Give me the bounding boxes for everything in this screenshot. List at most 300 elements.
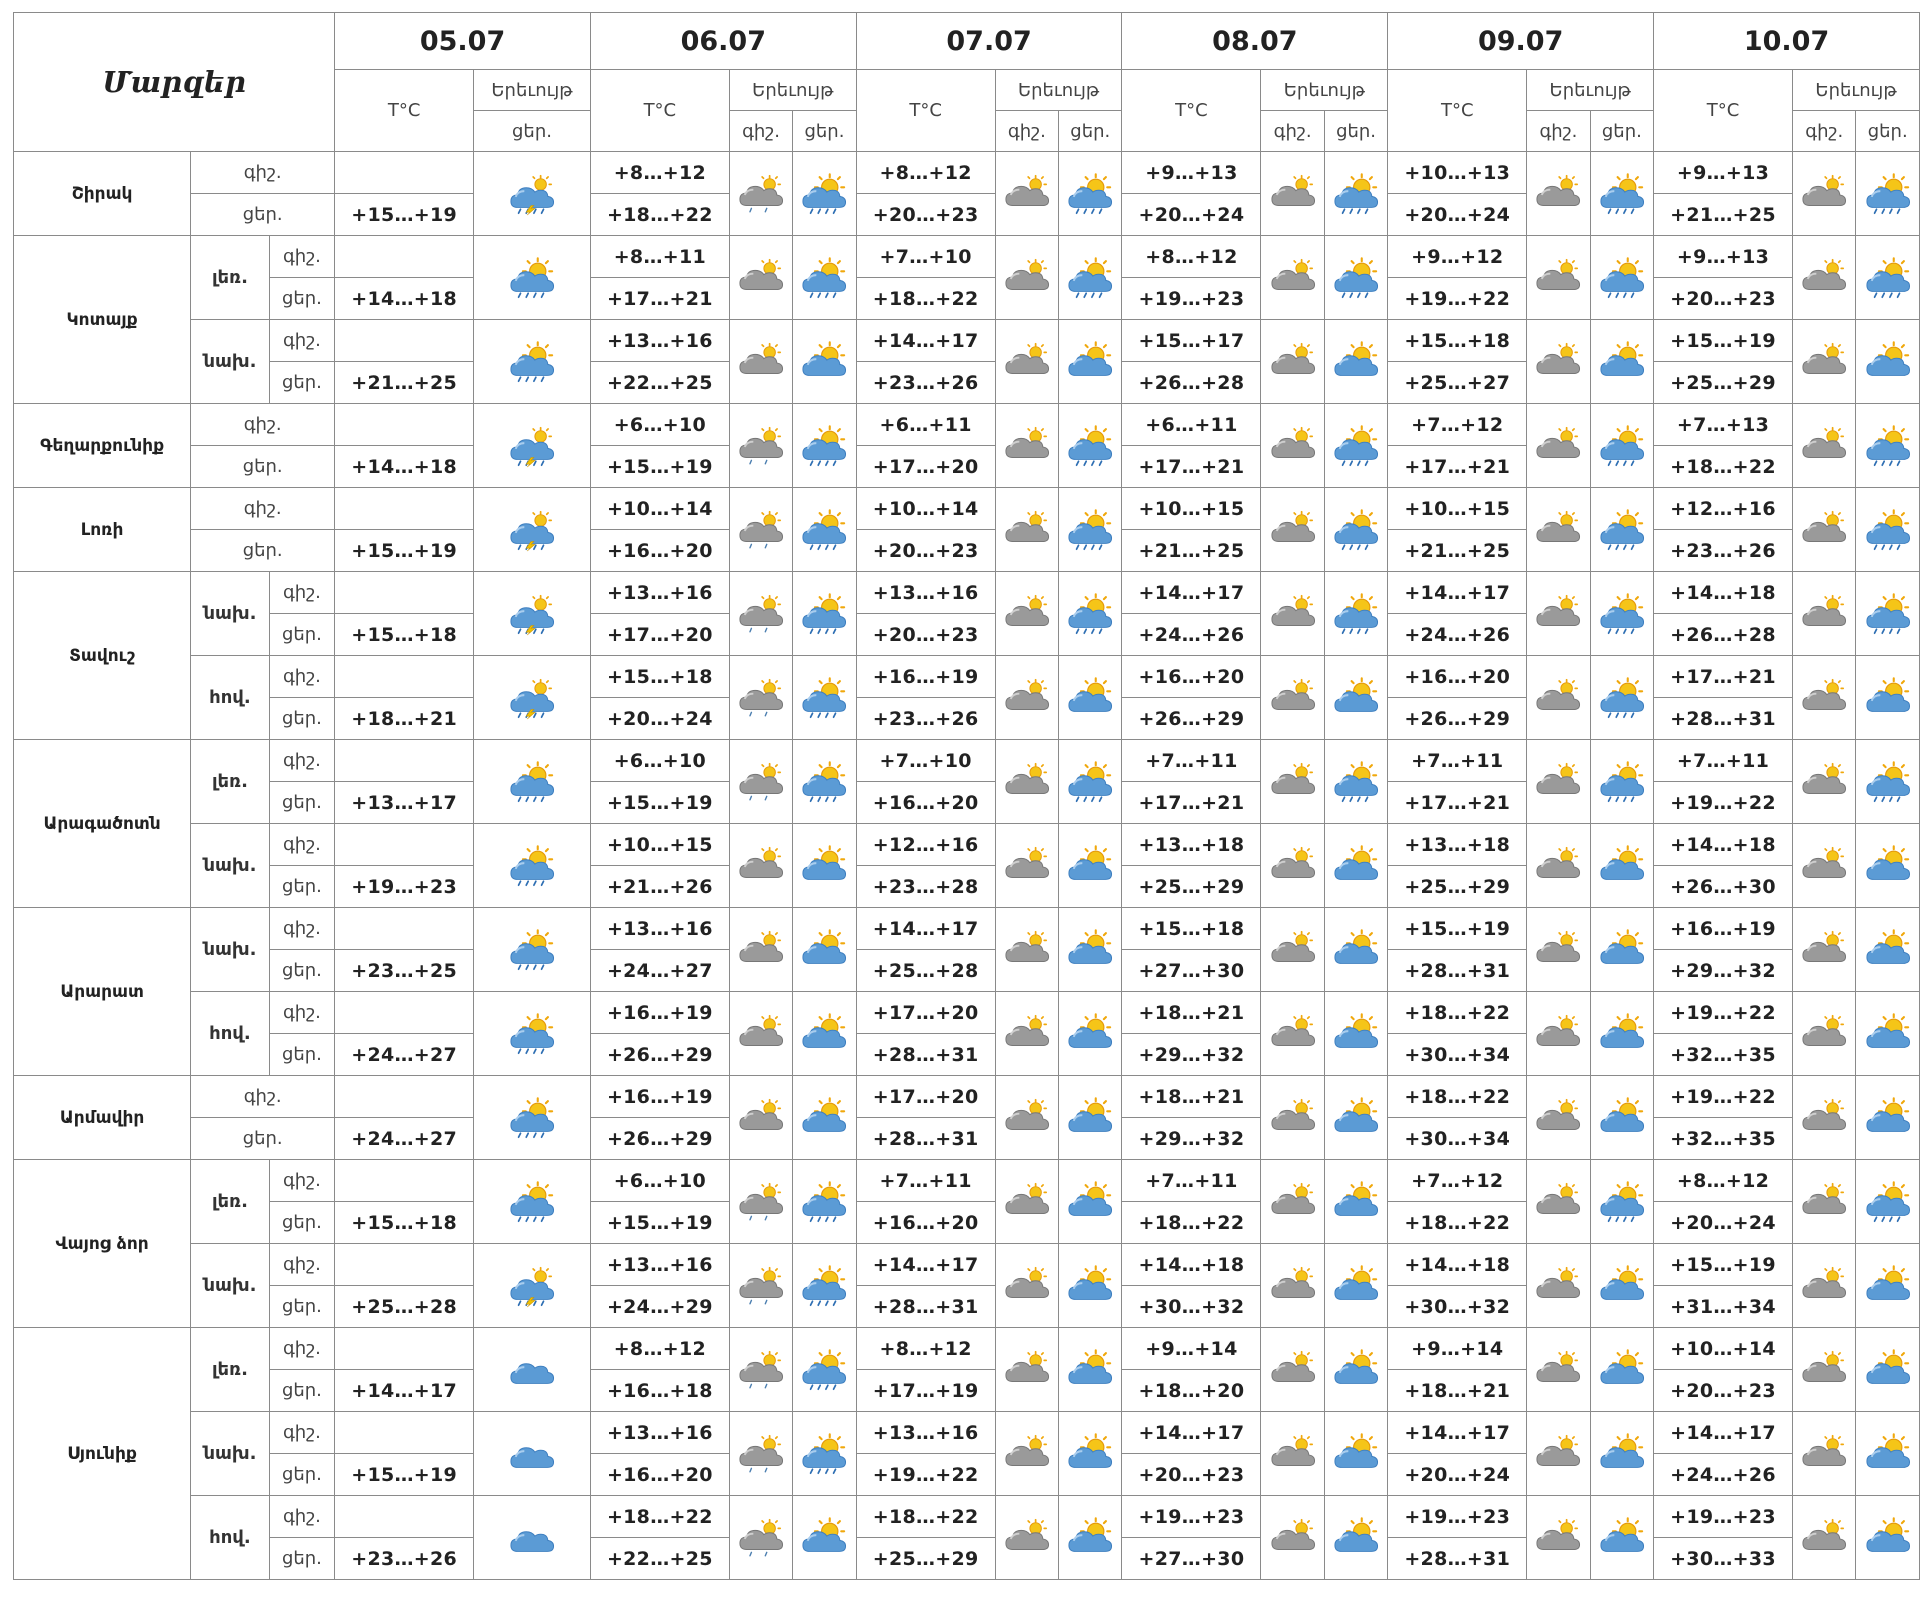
day-weather-cell xyxy=(1059,236,1122,320)
night-weather-cell xyxy=(729,1496,792,1580)
partly-cloudy-gray-icon xyxy=(1000,706,1054,725)
sun-cloud-icon xyxy=(1595,1294,1649,1313)
night-weather-cell xyxy=(1527,1412,1590,1496)
sun-cloud-icon xyxy=(797,874,851,893)
sun-cloud-icon xyxy=(1861,1546,1915,1565)
night-temp: +7…+11 xyxy=(856,1160,995,1202)
day-temp: +31…+34 xyxy=(1654,1286,1793,1328)
night-temp: +10…+13 xyxy=(1388,152,1527,194)
night-weather-cell xyxy=(1793,1244,1856,1328)
day-temp: +20…+23 xyxy=(856,194,995,236)
night-weather-cell xyxy=(1527,824,1590,908)
partly-cloudy-gray-icon xyxy=(1266,286,1320,305)
night-temp: +13…+16 xyxy=(590,1244,729,1286)
cloud-icon xyxy=(505,1462,559,1481)
night-temp xyxy=(335,1244,474,1286)
day-temp: +23…+26 xyxy=(1654,530,1793,572)
rain-sun-cloud-icon xyxy=(797,1294,851,1313)
day-weather-cell xyxy=(1856,1412,1920,1496)
night-label: գիշ. xyxy=(269,992,334,1034)
day-temp: +15…+19 xyxy=(335,1454,474,1496)
weather-icon-cell xyxy=(474,1076,591,1160)
cloud-icon xyxy=(505,1546,559,1565)
subregion-label: նախ. xyxy=(191,572,270,656)
sun-cloud-icon xyxy=(1595,1378,1649,1397)
partly-cloudy-gray-icon xyxy=(1266,1546,1320,1565)
night-weather-cell xyxy=(1261,488,1324,572)
sun-cloud-icon xyxy=(1595,1546,1649,1565)
day-weather-cell xyxy=(1590,740,1653,824)
day-temp: +21…+25 xyxy=(1388,530,1527,572)
day-temp: +17…+20 xyxy=(856,446,995,488)
night-weather-cell xyxy=(729,572,792,656)
partly-cloudy-gray-icon xyxy=(1531,1042,1585,1061)
night-weather-cell xyxy=(729,908,792,992)
night-weather-cell xyxy=(1261,824,1324,908)
sun-cloud-icon xyxy=(1329,706,1383,725)
night-weather-cell xyxy=(729,992,792,1076)
day-weather-cell xyxy=(1856,236,1920,320)
day-weather-cell xyxy=(1059,1244,1122,1328)
night-weather-cell xyxy=(729,740,792,824)
subregion-label: հով. xyxy=(191,656,270,740)
partly-cloudy-gray-icon xyxy=(1797,1126,1851,1145)
night-temp: +19…+22 xyxy=(1654,1076,1793,1118)
rain-sun-cloud-icon xyxy=(505,1126,559,1145)
night-weather-cell xyxy=(1527,572,1590,656)
night-weather-cell xyxy=(1527,1244,1590,1328)
night-weather-cell xyxy=(729,488,792,572)
region-name: Գեղարքունիք xyxy=(14,404,191,488)
night-label: գիշ. xyxy=(269,1244,334,1286)
day-weather-cell xyxy=(1856,1328,1920,1412)
night-temp: +14…+17 xyxy=(856,908,995,950)
partly-cloudy-gray-icon xyxy=(1000,202,1054,221)
sun-cloud-icon xyxy=(797,1042,851,1061)
day-temp: +30…+34 xyxy=(1388,1034,1527,1076)
day-temp: +17…+21 xyxy=(590,278,729,320)
day-temp: +30…+32 xyxy=(1388,1286,1527,1328)
day-temp: +19…+22 xyxy=(1654,782,1793,824)
night-label: գիշ. xyxy=(1527,111,1590,152)
temp-header: T°C xyxy=(335,70,474,152)
weather-icon-cell xyxy=(474,1328,591,1412)
night-temp xyxy=(335,1160,474,1202)
rain-sun-cloud-icon xyxy=(1063,202,1117,221)
night-weather-cell xyxy=(1261,656,1324,740)
day-temp: +28…+31 xyxy=(856,1118,995,1160)
night-label: գիշ. xyxy=(1261,111,1324,152)
day-weather-cell xyxy=(1590,1244,1653,1328)
night-weather-cell xyxy=(1793,992,1856,1076)
date-header: 10.07 xyxy=(1654,13,1920,70)
weather-icon-cell xyxy=(474,824,591,908)
rain-sun-cloud-icon xyxy=(1329,202,1383,221)
day-temp: +25…+28 xyxy=(856,950,995,992)
sun-cloud-icon xyxy=(1329,1294,1383,1313)
day-weather-cell xyxy=(793,656,856,740)
night-temp: +9…+12 xyxy=(1388,236,1527,278)
day-temp: +18…+22 xyxy=(590,194,729,236)
partly-cloudy-gray-icon xyxy=(1000,370,1054,389)
partly-cloudy-gray-icon xyxy=(1266,1042,1320,1061)
day-weather-cell xyxy=(1324,572,1387,656)
night-temp: +10…+14 xyxy=(1654,1328,1793,1370)
day-temp: +19…+23 xyxy=(1122,278,1261,320)
day-weather-cell xyxy=(1324,992,1387,1076)
day-temp: +23…+26 xyxy=(856,698,995,740)
weather-icon-cell xyxy=(474,488,591,572)
weather-icon-cell xyxy=(474,656,591,740)
day-weather-cell xyxy=(1059,740,1122,824)
day-temp: +16…+20 xyxy=(590,1454,729,1496)
night-weather-cell xyxy=(1527,1076,1590,1160)
rain-sun-cloud-icon xyxy=(1595,622,1649,641)
night-temp: +7…+10 xyxy=(856,740,995,782)
day-label: ցեր. xyxy=(1059,111,1122,152)
night-temp xyxy=(335,152,474,194)
partly-cloudy-gray-icon xyxy=(1797,202,1851,221)
partly-cloudy-gray-icon xyxy=(734,370,788,389)
day-temp: +24…+27 xyxy=(590,950,729,992)
thunder-sun-cloud-icon xyxy=(505,706,559,725)
day-weather-cell xyxy=(1590,572,1653,656)
temp-header: T°C xyxy=(1122,70,1261,152)
night-weather-cell xyxy=(995,488,1058,572)
table-row xyxy=(14,236,1920,278)
night-weather-cell xyxy=(1793,236,1856,320)
sun-cloud-icon xyxy=(1861,1378,1915,1397)
rain-sun-cloud-icon xyxy=(505,874,559,893)
day-weather-cell xyxy=(1324,908,1387,992)
night-weather-cell xyxy=(1793,908,1856,992)
day-temp: +16…+20 xyxy=(856,1202,995,1244)
table-row xyxy=(14,572,1920,614)
night-temp: +18…+22 xyxy=(590,1496,729,1538)
night-temp: +7…+12 xyxy=(1388,1160,1527,1202)
day-temp: +21…+25 xyxy=(1654,194,1793,236)
day-temp: +20…+23 xyxy=(1654,1370,1793,1412)
partly-cloudy-gray-icon xyxy=(1531,1294,1585,1313)
day-temp: +17…+21 xyxy=(1122,782,1261,824)
sun-cloud-icon xyxy=(1063,874,1117,893)
day-temp: +19…+23 xyxy=(335,866,474,908)
day-weather-cell xyxy=(1590,1496,1653,1580)
night-temp: +13…+16 xyxy=(856,572,995,614)
date-header: 09.07 xyxy=(1388,13,1654,70)
day-temp: +17…+21 xyxy=(1388,782,1527,824)
region-name: Տավուշ xyxy=(14,572,191,740)
night-temp: +7…+11 xyxy=(1388,740,1527,782)
night-weather-cell xyxy=(1793,1496,1856,1580)
partly-cloudy-gray-icon xyxy=(734,958,788,977)
day-temp: +16…+20 xyxy=(856,782,995,824)
day-label: ցեր. xyxy=(269,1370,334,1412)
day-label: ցեր. xyxy=(793,111,856,152)
weather-icon-cell xyxy=(474,152,591,236)
rain-sun-cloud-icon xyxy=(1329,538,1383,557)
weather-icon-cell xyxy=(474,1412,591,1496)
thunder-sun-cloud-icon xyxy=(505,454,559,473)
night-weather-cell xyxy=(1261,1244,1324,1328)
day-temp: +18…+22 xyxy=(856,278,995,320)
partly-cloudy-gray-icon xyxy=(1000,1546,1054,1565)
rain-sun-cloud-icon xyxy=(1063,454,1117,473)
subregion-label: լեռ. xyxy=(191,1328,270,1412)
thunder-sun-cloud-icon xyxy=(505,622,559,641)
night-temp: +14…+17 xyxy=(1388,572,1527,614)
sun-cloud-icon xyxy=(1329,1126,1383,1145)
cloud-icon xyxy=(505,1378,559,1397)
partly-cloudy-gray-icon xyxy=(1000,874,1054,893)
partly-cloudy-gray-icon xyxy=(734,286,788,305)
partly-cloudy-gray-icon xyxy=(1531,790,1585,809)
day-weather-cell xyxy=(1059,572,1122,656)
partly-cloudy-gray-icon xyxy=(1531,706,1585,725)
night-temp: +14…+17 xyxy=(856,320,995,362)
day-weather-cell xyxy=(1059,404,1122,488)
night-weather-cell xyxy=(1793,1076,1856,1160)
table-row xyxy=(14,1412,1920,1454)
day-temp: +26…+28 xyxy=(1654,614,1793,656)
night-temp xyxy=(335,488,474,530)
sun-cloud-icon xyxy=(1595,370,1649,389)
day-weather-cell xyxy=(793,908,856,992)
day-temp: +26…+29 xyxy=(590,1118,729,1160)
day-temp: +23…+25 xyxy=(335,950,474,992)
day-weather-cell xyxy=(1324,152,1387,236)
day-label: ցեր. xyxy=(191,446,335,488)
night-temp xyxy=(335,992,474,1034)
day-label: ցեր. xyxy=(269,782,334,824)
sun-cloud-icon xyxy=(1595,1126,1649,1145)
night-weather-cell xyxy=(1261,1160,1324,1244)
sun-cloud-icon xyxy=(1329,1462,1383,1481)
day-weather-cell xyxy=(793,152,856,236)
partly-cloudy-gray-icon xyxy=(1266,1126,1320,1145)
header-row-dates xyxy=(14,13,1920,70)
night-temp: +18…+22 xyxy=(1388,992,1527,1034)
table-row xyxy=(14,1244,1920,1286)
partly-cloudy-gray-icon xyxy=(1000,454,1054,473)
rain-sun-cloud-icon xyxy=(1595,706,1649,725)
night-temp: +14…+17 xyxy=(1122,1412,1261,1454)
night-weather-cell xyxy=(995,656,1058,740)
weather-icon-cell xyxy=(474,572,591,656)
day-temp: +23…+26 xyxy=(856,362,995,404)
rain-sun-cloud-icon xyxy=(797,790,851,809)
day-temp: +32…+35 xyxy=(1654,1034,1793,1076)
night-weather-cell xyxy=(1261,404,1324,488)
partly-cloudy-gray-icon xyxy=(1266,874,1320,893)
rain-sun-cloud-icon xyxy=(1595,1210,1649,1229)
sun-cloud-icon xyxy=(1329,874,1383,893)
day-weather-cell xyxy=(1590,656,1653,740)
rain-sun-cloud-icon xyxy=(797,1462,851,1481)
weather-icon-cell xyxy=(474,992,591,1076)
partly-cloudy-gray-icon xyxy=(1797,1294,1851,1313)
date-header: 07.07 xyxy=(856,13,1122,70)
night-temp: +14…+18 xyxy=(1654,572,1793,614)
temp-header: T°C xyxy=(856,70,995,152)
night-temp: +13…+16 xyxy=(590,1412,729,1454)
day-weather-cell xyxy=(1059,908,1122,992)
night-temp: +15…+19 xyxy=(1654,320,1793,362)
partly-cloudy-gray-icon xyxy=(1797,454,1851,473)
day-weather-cell xyxy=(793,488,856,572)
sun-cloud-icon xyxy=(1861,1294,1915,1313)
night-weather-cell xyxy=(1527,404,1590,488)
partly-cloudy-gray-icon xyxy=(1531,1546,1585,1565)
subregion-label: լեռ. xyxy=(191,740,270,824)
day-weather-cell xyxy=(1324,404,1387,488)
day-temp: +20…+23 xyxy=(856,614,995,656)
partly-cloudy-gray-icon xyxy=(1266,622,1320,641)
day-temp: +28…+31 xyxy=(856,1286,995,1328)
partly-cloudy-gray-icon xyxy=(1266,370,1320,389)
day-label: ցեր. xyxy=(474,111,591,152)
night-temp: +12…+16 xyxy=(856,824,995,866)
night-weather-cell xyxy=(729,152,792,236)
partly-cloudy-gray-icon xyxy=(1000,286,1054,305)
weather-header: Երեւույթ xyxy=(1793,70,1920,111)
partly-cloudy-gray-icon xyxy=(734,874,788,893)
day-temp: +17…+20 xyxy=(590,614,729,656)
night-temp: +15…+18 xyxy=(1388,320,1527,362)
day-weather-cell xyxy=(1324,656,1387,740)
night-weather-cell xyxy=(1261,1496,1324,1580)
night-temp: +8…+12 xyxy=(590,1328,729,1370)
forecast-body xyxy=(14,13,1920,1580)
day-label: ցեր. xyxy=(269,1202,334,1244)
day-temp: +25…+29 xyxy=(856,1538,995,1580)
day-label: ցեր. xyxy=(1590,111,1653,152)
partly-cloudy-gray-icon xyxy=(1000,538,1054,557)
sun-cloud-icon xyxy=(1063,1210,1117,1229)
weather-icon-cell xyxy=(474,1244,591,1328)
night-weather-cell xyxy=(995,824,1058,908)
day-temp: +23…+28 xyxy=(856,866,995,908)
night-weather-cell xyxy=(1527,152,1590,236)
night-temp: +12…+16 xyxy=(1654,488,1793,530)
night-temp: +13…+16 xyxy=(856,1412,995,1454)
night-temp: +16…+19 xyxy=(1654,908,1793,950)
day-weather-cell xyxy=(1059,992,1122,1076)
night-label: գիշ. xyxy=(191,488,335,530)
night-temp: +6…+10 xyxy=(590,1160,729,1202)
day-label: ցեր. xyxy=(191,194,335,236)
region-name: Արմավիր xyxy=(14,1076,191,1160)
day-temp: +25…+29 xyxy=(1388,866,1527,908)
day-temp: +27…+30 xyxy=(1122,1538,1261,1580)
partly-cloudy-gray-icon xyxy=(1797,1546,1851,1565)
table-row xyxy=(14,656,1920,698)
day-weather-cell xyxy=(1059,488,1122,572)
day-weather-cell xyxy=(1324,1244,1387,1328)
day-weather-cell xyxy=(1324,1076,1387,1160)
sun-cloud-icon xyxy=(1329,958,1383,977)
day-temp: +28…+31 xyxy=(1388,950,1527,992)
sun-cloud-icon xyxy=(1861,874,1915,893)
day-label: ցեր. xyxy=(269,698,334,740)
night-weather-cell xyxy=(729,1412,792,1496)
day-weather-cell xyxy=(1856,740,1920,824)
night-label: գիշ. xyxy=(191,152,335,194)
day-weather-cell xyxy=(1590,1160,1653,1244)
night-temp: +13…+18 xyxy=(1122,824,1261,866)
day-weather-cell xyxy=(1059,320,1122,404)
partly-cloudy-gray-icon xyxy=(1266,1294,1320,1313)
partly-cloudy-gray-icon xyxy=(1797,790,1851,809)
day-weather-cell xyxy=(1856,1076,1920,1160)
day-weather-cell xyxy=(1059,152,1122,236)
day-temp: +26…+29 xyxy=(1122,698,1261,740)
sun-cloud-icon xyxy=(1063,958,1117,977)
region-name: Արարատ xyxy=(14,908,191,1076)
night-temp: +8…+12 xyxy=(1654,1160,1793,1202)
night-label: գիշ. xyxy=(269,1496,334,1538)
night-temp: +17…+20 xyxy=(856,1076,995,1118)
day-temp: +16…+18 xyxy=(590,1370,729,1412)
day-weather-cell xyxy=(793,320,856,404)
partly-cloudy-gray-icon xyxy=(1531,1462,1585,1481)
partly-cloudy-gray-icon xyxy=(1531,286,1585,305)
day-label: ցեր. xyxy=(269,1286,334,1328)
night-weather-cell xyxy=(729,824,792,908)
day-weather-cell xyxy=(1059,1496,1122,1580)
night-temp: +15…+19 xyxy=(1388,908,1527,950)
rain-sun-cloud-icon xyxy=(797,1210,851,1229)
day-temp: +28…+31 xyxy=(1388,1538,1527,1580)
rain-sun-gray-icon xyxy=(734,202,788,221)
day-temp: +24…+27 xyxy=(335,1034,474,1076)
rain-sun-cloud-icon xyxy=(1329,790,1383,809)
night-temp: +9…+14 xyxy=(1122,1328,1261,1370)
day-weather-cell xyxy=(1590,236,1653,320)
partly-cloudy-gray-icon xyxy=(1266,1210,1320,1229)
day-weather-cell xyxy=(1856,1160,1920,1244)
night-temp: +7…+11 xyxy=(1654,740,1793,782)
night-temp: +10…+15 xyxy=(590,824,729,866)
day-temp: +27…+30 xyxy=(1122,950,1261,992)
day-temp: +18…+21 xyxy=(335,698,474,740)
night-weather-cell xyxy=(1793,404,1856,488)
day-temp: +25…+29 xyxy=(1122,866,1261,908)
rain-sun-cloud-icon xyxy=(1329,454,1383,473)
subregion-label: նախ. xyxy=(191,824,270,908)
night-weather-cell xyxy=(1261,1076,1324,1160)
day-weather-cell xyxy=(1059,824,1122,908)
day-label: ցեր. xyxy=(1324,111,1387,152)
rain-sun-cloud-icon xyxy=(1595,538,1649,557)
night-temp: +15…+19 xyxy=(1654,1244,1793,1286)
day-temp: +20…+24 xyxy=(590,698,729,740)
thunder-sun-cloud-icon xyxy=(505,202,559,221)
night-weather-cell xyxy=(729,1244,792,1328)
day-temp: +18…+22 xyxy=(1388,1202,1527,1244)
night-weather-cell xyxy=(995,1328,1058,1412)
partly-cloudy-gray-icon xyxy=(1531,454,1585,473)
night-weather-cell xyxy=(729,320,792,404)
partly-cloudy-gray-icon xyxy=(1000,1462,1054,1481)
night-label: գիշ. xyxy=(269,236,334,278)
date-header: 05.07 xyxy=(335,13,591,70)
rain-sun-cloud-icon xyxy=(1063,538,1117,557)
night-temp: +6…+10 xyxy=(590,740,729,782)
night-label: գիշ. xyxy=(269,320,334,362)
night-weather-cell xyxy=(1793,320,1856,404)
partly-cloudy-gray-icon xyxy=(1531,202,1585,221)
